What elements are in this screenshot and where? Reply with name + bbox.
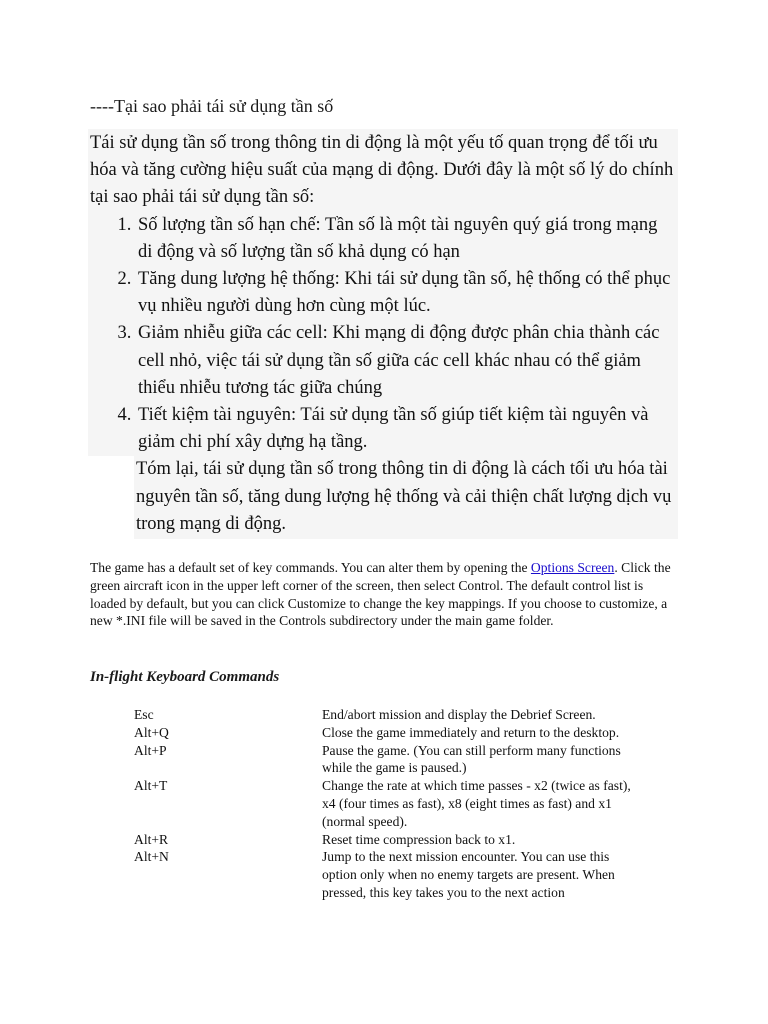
options-screen-link[interactable]: Options Screen	[530, 560, 615, 575]
english-paragraph	[90, 559, 680, 630]
vietnamese-block	[90, 130, 676, 538]
section-heading: ----Tại sao phải tái sử dụng tần số	[90, 96, 334, 116]
summary-paragraph: Tóm lại, tái sử dụng tần số trong thông tin di động là cách tối ưu hóa tài nguyên tần số, tăng dung lượng hệ thống và cải thiện chất lượng dịch vụ trong mạng di động.	[136, 459, 672, 534]
intro-paragraph: Tái sử dụng tần số trong thông tin di động là một yếu tố quan trọng để tối ưu hóa và tăng cường hiệu suất của mạng di động. Dưới đây là một số lý do chính tại sao phải tái sử dụng tần số:	[90, 133, 674, 208]
command-key: Alt+Q	[134, 724, 169, 740]
command-description: Close the game immediately and return to the desktop.	[322, 724, 620, 740]
command-key: Esc	[134, 707, 154, 722]
command-key: Alt+P	[134, 742, 167, 758]
table-row	[134, 831, 654, 849]
paragraph-text: . Click the green aircraft icon in the upper left corner of the screen, then select Control. The default control list is loaded by default, but you can click Customize to change the key mappings. If you choose to customize, a new *.INI file will be saved in the Controls subdirectory under the main game folder.	[90, 560, 671, 629]
commands-title: In-flight Keyboard Commands	[90, 669, 280, 685]
command-description: Reset time compression back to x1.	[322, 831, 516, 847]
command-description: Jump to the next mission encounter. You can use this option only when no enemy targets are present. When pressed, this key takes you to the next action	[322, 849, 615, 900]
table-row	[134, 848, 654, 901]
command-description: Pause the game. (You can still perform many functions while the game is paused.)	[322, 742, 621, 776]
command-key: Alt+T	[134, 778, 168, 794]
commands-table	[134, 706, 654, 902]
command-description: Change the rate at which time passes - x2 (twice as fast), x4 (four times as fast), x8 (eight times as fast) and x1 (normal speed).	[322, 778, 631, 829]
table-row	[134, 777, 654, 830]
command-key: Alt+N	[134, 849, 169, 865]
reasons-list	[90, 212, 676, 457]
table-row	[134, 706, 654, 724]
table-row	[134, 724, 654, 742]
command-key: Alt+R	[134, 831, 169, 847]
command-description: End/abort mission and display the Debrief Screen.	[322, 707, 596, 722]
list-item: 2. Tăng dung lượng hệ thống: Khi tái sử dụng tần số, hệ thống có thể phục vụ nhiều người dùng hơn cùng một lúc.	[136, 266, 676, 320]
paragraph-text: The game has a default set of key commands. You can alter them by opening the	[90, 560, 531, 575]
list-item: 1. Số lượng tần số hạn chế: Tần số là một tài nguyên quý giá trong mạng di động và số lượng tần số khả dụng có hạn	[136, 212, 676, 266]
table-row	[134, 742, 654, 778]
list-item: 3. Giảm nhiễu giữa các cell: Khi mạng di động được phân chia thành các cell nhỏ, việc tái sử dụng tần số giữa các cell khác nhau có thể giảm thiểu nhiễu tương tác giữa chúng	[136, 320, 676, 402]
list-item: 4. Tiết kiệm tài nguyên: Tái sử dụng tần số giúp tiết kiệm tài nguyên và giảm chi phí xây dựng hạ tầng.	[136, 402, 676, 456]
